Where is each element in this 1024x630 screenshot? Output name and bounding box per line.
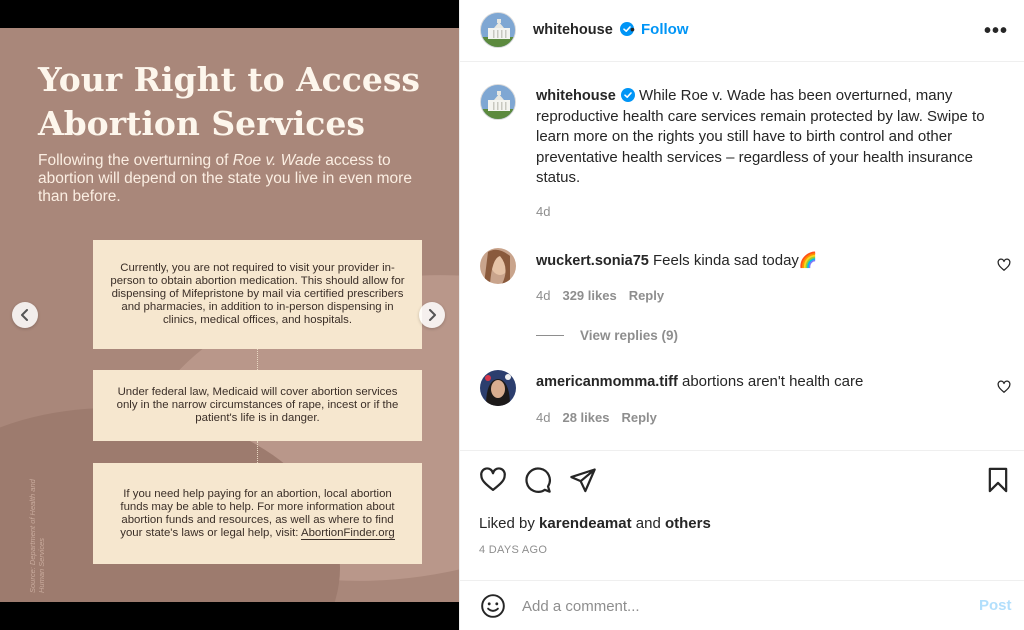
- comment-like-heart-icon[interactable]: [997, 380, 1011, 394]
- liked-by-line: [479, 515, 711, 532]
- add-comment-input[interactable]: [522, 595, 962, 617]
- card-connector: [257, 349, 258, 370]
- post-comment-button[interactable]: Post: [979, 597, 1012, 614]
- comment-username[interactable]: wuckert.sonia75: [536, 253, 649, 269]
- post-action-bar: [460, 450, 1024, 510]
- source-credit: Source: Department of Health and Human Services: [28, 479, 46, 593]
- view-replies-button[interactable]: [536, 328, 678, 343]
- commenter-avatar[interactable]: [480, 370, 516, 406]
- header-username-group: [533, 21, 634, 39]
- post-caption: [536, 86, 1001, 189]
- carousel-next-button[interactable]: [419, 302, 445, 328]
- reply-button[interactable]: Reply: [628, 288, 665, 303]
- comment-icon[interactable]: [524, 466, 552, 494]
- comment-like-heart-icon[interactable]: [997, 258, 1011, 272]
- caption-timestamp[interactable]: 4d: [536, 204, 551, 219]
- comment-body: Feels kinda sad today🌈: [653, 252, 818, 269]
- comment-body: abortions aren't health care: [682, 373, 864, 390]
- info-card-medicaid: [93, 370, 422, 441]
- info-card-text: Under federal law, Medicaid will cover abortion services only in the narrow circumstances of rape, incest or if the patient's life is in danger.: [116, 386, 399, 424]
- card-connector: [257, 441, 258, 463]
- whitehouse-logo-icon: [481, 13, 516, 48]
- subtitle-case-name: Roe v. Wade: [232, 152, 321, 169]
- avatar-photo-icon: [480, 370, 516, 406]
- header-separator: •: [630, 21, 635, 37]
- more-options-icon[interactable]: •••: [984, 20, 1009, 42]
- comment-username[interactable]: americanmomma.tiff: [536, 374, 678, 390]
- info-card-telehealth: [93, 240, 422, 349]
- carousel-slide[interactable]: [0, 28, 459, 602]
- follow-button[interactable]: Follow: [641, 21, 689, 38]
- comment-text: [536, 373, 863, 390]
- replies-line: [536, 335, 564, 336]
- verified-badge-icon: [621, 88, 635, 102]
- subtitle-text-end: access to abortion will depend on the state you live in even more than before.: [38, 152, 412, 205]
- info-card-funds: [93, 463, 422, 564]
- subtitle-text-start: Following the overturning of: [38, 152, 233, 169]
- add-comment-bar: [460, 580, 1024, 630]
- liked-by-others[interactable]: others: [664, 515, 711, 532]
- whitehouse-avatar[interactable]: [480, 12, 516, 48]
- post-details-panel: [459, 0, 1024, 630]
- comment-meta: [536, 288, 664, 303]
- caption-username[interactable]: whitehouse: [536, 88, 616, 104]
- comment-timestamp[interactable]: 4d: [536, 410, 551, 425]
- carousel-prev-button[interactable]: [12, 302, 38, 328]
- commenter-avatar[interactable]: [480, 248, 516, 284]
- slide-subtitle: [38, 152, 418, 206]
- post-header: [460, 0, 1024, 62]
- bookmark-icon[interactable]: [984, 466, 1012, 494]
- comment-timestamp[interactable]: 4d: [536, 288, 551, 303]
- abortion-finder-link[interactable]: AbortionFinder.org: [301, 526, 395, 539]
- comment-text: [536, 251, 818, 269]
- header-username[interactable]: whitehouse: [533, 22, 613, 38]
- caption-avatar[interactable]: [480, 84, 516, 120]
- liked-by-prefix: Liked by: [479, 515, 540, 532]
- comment-likes[interactable]: 28 likes: [562, 410, 610, 425]
- info-card-body: If you need help paying for an abortion, local abortion funds may be able to help. For more information about abortion funds and resources, as well as where to find your state's laws or legal help, visit:: [120, 487, 395, 539]
- comment-meta: [536, 410, 657, 425]
- chevron-right-icon: [426, 309, 438, 321]
- comment-likes[interactable]: 329 likes: [562, 288, 617, 303]
- emoji-icon[interactable]: [480, 593, 506, 619]
- slide-title: Your Right to Access Abortion Services: [38, 60, 421, 143]
- chevron-left-icon: [19, 309, 31, 321]
- info-card-text: [109, 488, 406, 540]
- caption-text: While Roe v. Wade has been overturned, many reproductive health care services remain protected by law. Swipe to learn more on the rights you still have to birth control and other preventative health services – regardless of your health insurance status.: [536, 87, 985, 186]
- post-date[interactable]: 4 DAYS AGO: [479, 544, 548, 556]
- share-icon[interactable]: [569, 466, 597, 494]
- liked-by-user[interactable]: karendeamat: [539, 515, 632, 532]
- whitehouse-logo-icon: [481, 85, 516, 120]
- post-media: [0, 0, 459, 630]
- liked-by-middle: and: [631, 515, 665, 532]
- reply-button[interactable]: Reply: [621, 410, 657, 425]
- view-replies-label: View replies (9): [580, 328, 679, 343]
- info-card-text: Currently, you are not required to visit your provider in-person to obtain abortion medication. This should allow for dispensing of Mifepristone by mail via certified prescribers and pharmacies, in addition to in-person dispensing in clinics, medical offices, and hospitals.: [110, 262, 405, 326]
- heart-icon[interactable]: [479, 466, 507, 494]
- avatar-photo-icon: [480, 248, 516, 284]
